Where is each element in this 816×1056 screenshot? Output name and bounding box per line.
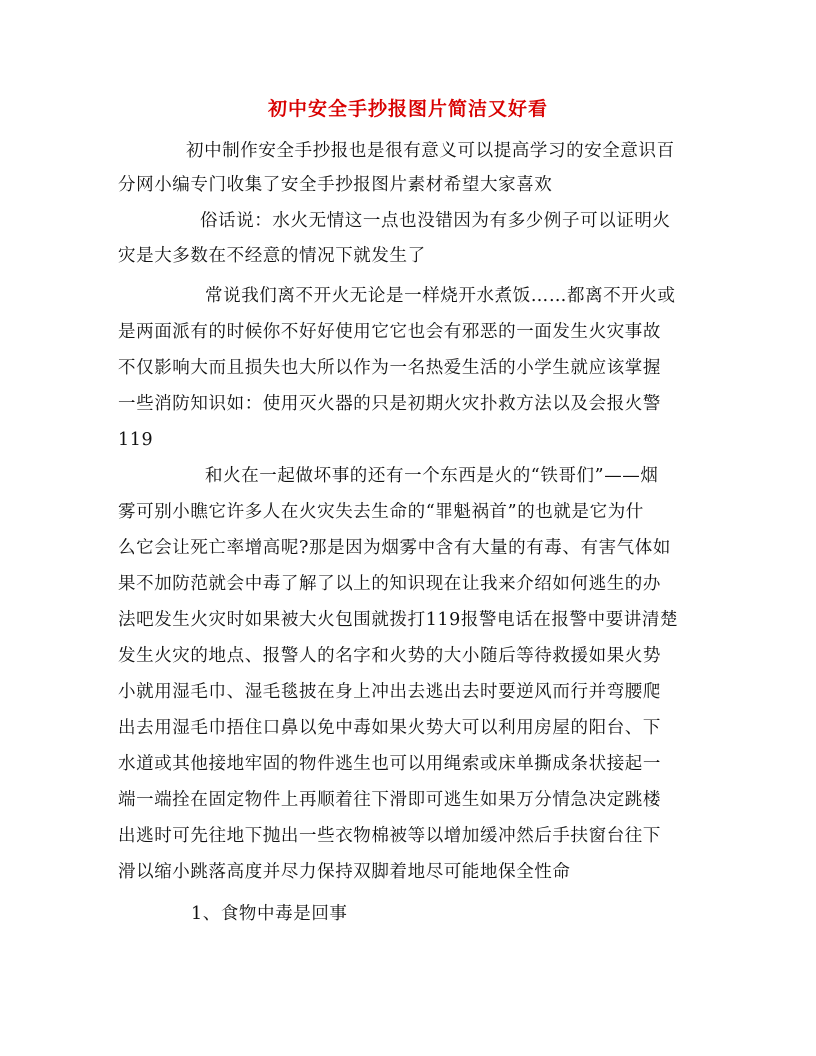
list-item-heading: 1、食物中毒是回事 xyxy=(191,904,348,924)
paragraph-line: 端一端拴在固定物件上再顺着往下滑即可逃生如果万分情急决定跳楼 xyxy=(118,790,661,810)
paragraph-line: 出去用湿毛巾捂住口鼻以免中毒如果火势大可以利用房屋的阳台、下 xyxy=(118,718,661,738)
paragraph-line: 发生火灾的地点、报警人的名字和火势的大小随后等待救援如果火势 xyxy=(118,646,661,666)
paragraph-line: 和火在一起做坏事的还有一个东西是火的“铁哥们”——烟 xyxy=(205,466,659,486)
paragraph-line: 分网小编专门收集了安全手抄报图片素材希望大家喜欢 xyxy=(118,175,553,195)
paragraph-line: 滑以缩小跳落高度并尽力保持双脚着地尽可能地保全性命 xyxy=(118,862,571,882)
document-title: 初中安全手抄报图片简洁又好看 xyxy=(267,98,548,120)
paragraph-line: 常说我们离不开火无论是一样烧开水煮饭……都离不开火或 xyxy=(205,286,676,306)
paragraph-line: 一些消防知识如：使用灭火器的只是初期火灾扑救方法以及会报火警 xyxy=(118,394,661,414)
paragraph-line: 小就用湿毛巾、湿毛毯披在身上冲出去逃出去时要逆风而行并弯腰爬 xyxy=(118,682,661,702)
paragraph-line: 雾可别小瞧它许多人在火灾失去生命的“罪魁祸首”的也就是它为什 xyxy=(118,502,644,522)
paragraph-line: 出逃时可先往地下抛出一些衣物棉被等以增加缓冲然后手扶窗台往下 xyxy=(118,826,661,846)
paragraph-line: 俗话说：水火无情这一点也没错因为有多少例子可以证明火 xyxy=(200,211,671,231)
paragraph-line: 水道或其他接地牢固的物件逃生也可以用绳索或床单撕成条状接起一 xyxy=(118,754,661,774)
paragraph-line: 不仅影响大而且损失也大所以作为一名热爱生活的小学生就应该掌握 xyxy=(118,358,661,378)
paragraph-line: 灾是大多数在不经意的情况下就发生了 xyxy=(118,246,426,266)
paragraph-line: 119 xyxy=(118,430,154,450)
paragraph-line: 么它会让死亡率增高呢?那是因为烟雾中含有大量的有毒、有害气体如 xyxy=(118,538,671,558)
paragraph-line: 果不加防范就会中毒了解了以上的知识现在让我来介绍如何逃生的办 xyxy=(118,574,661,594)
paragraph-line: 是两面派有的时候你不好好使用它它也会有邪恶的一面发生火灾事故 xyxy=(118,322,661,342)
paragraph-line: 初中制作安全手抄报也是很有意义可以提高学习的安全意识百 xyxy=(186,141,675,161)
paragraph-line: 法吧发生火灾时如果被大火包围就拨打119报警电话在报警中要讲清楚 xyxy=(118,610,679,630)
